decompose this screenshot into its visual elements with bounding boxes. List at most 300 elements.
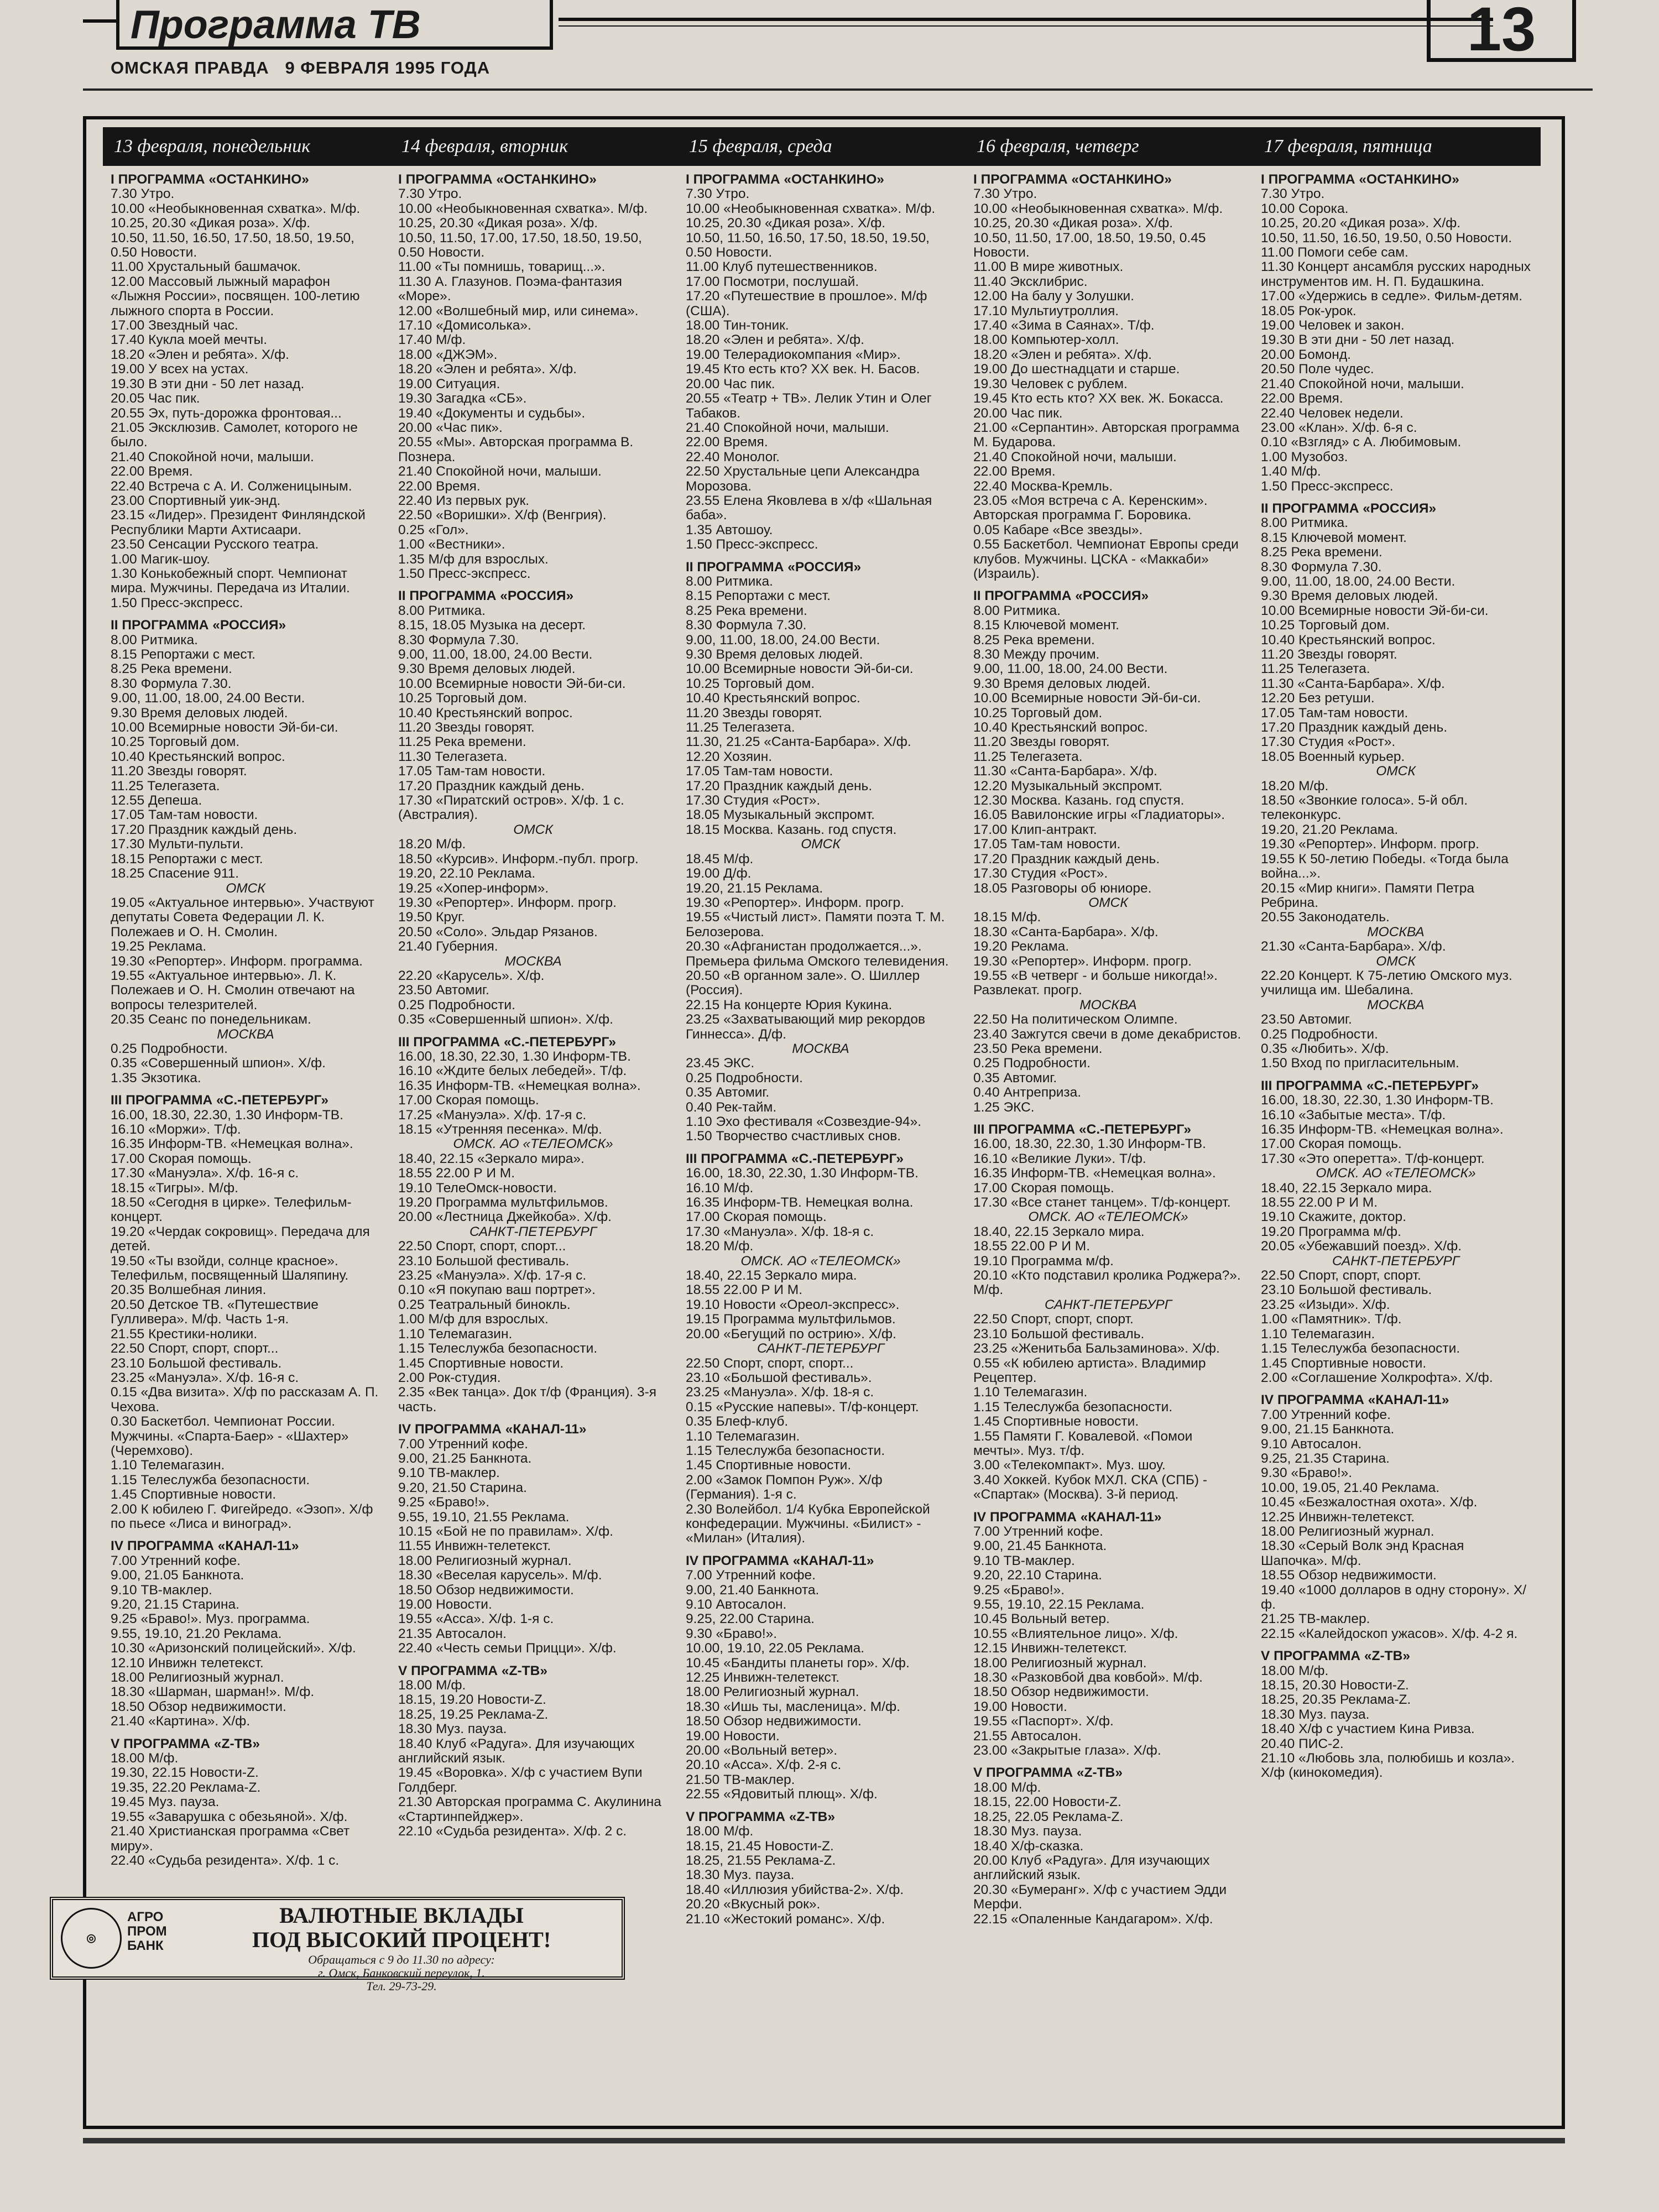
schedule-entry: 20.55 «Мы». Авторская программа В. Познера. — [398, 435, 638, 465]
schedule-entry: 18.30 Муз. пауза. — [973, 1824, 1082, 1839]
schedule-entry: 20.15 «Мир книги». Памяти Петра Ребрина. — [1261, 880, 1478, 910]
schedule-entry: 23.50 Река времени. — [973, 1041, 1103, 1056]
schedule-entry: 17.40 М/ф. — [398, 332, 466, 348]
schedule-entry: 8.00 Ритмика. — [1261, 515, 1348, 531]
schedule-entry: 0.25 Театральный бинокль. — [398, 1297, 571, 1312]
schedule-entry: 9.10 ТВ-маклер. — [398, 1465, 500, 1481]
schedule-entry: 18.15 «Тигры». М/ф. — [111, 1180, 238, 1196]
schedule-entry: 22.00 Время. — [686, 435, 768, 450]
schedule-entry: 18.30 «Серый Волк энд Красная Шапочка». М/ф. — [1261, 1538, 1468, 1568]
schedule-entry: 22.15 «Опаленные Кандагаром». Х/ф. — [973, 1911, 1213, 1927]
schedule-entry: 9.00, 21.25 Банкнота. — [398, 1451, 532, 1466]
schedule-entry: 20.00 «Лестница Джейкоба». Х/ф. — [398, 1209, 612, 1225]
schedule-entry: 10.00 Всемирные новости Эй-би-си. — [686, 661, 914, 677]
schedule-entry: 18.30 «Ишь ты, масленица». М/ф. — [686, 1699, 900, 1714]
schedule-entry: 18.40, 22.15 Зеркало мира. — [1261, 1180, 1432, 1196]
schedule-entry: 23.25 «Мануэла». Х/ф. 17-я с. — [398, 1268, 587, 1284]
schedule-entry: 16.10 «Забытые места». Т/ф. — [1261, 1107, 1446, 1123]
schedule-entry: 1.45 Спортивные новости. — [973, 1414, 1139, 1430]
masthead-rule — [83, 88, 1593, 91]
channel-heading: V ПРОГРАММА «Z-ТВ» — [398, 1663, 547, 1678]
channel-heading: V ПРОГРАММА «Z-ТВ» — [111, 1736, 260, 1751]
schedule-entry: 19.00 До шестнадцати и старше. — [973, 362, 1180, 377]
ad-headline-line: ВАЛЮТНЫЕ ВКЛАДЫ — [279, 1903, 524, 1928]
schedule-entry: 2.00 «Замок Помпон Руж». Х/ф (Германия). 1-я с. — [686, 1472, 886, 1503]
schedule-entry: 11.25 Река времени. — [398, 734, 526, 750]
schedule-entry: 18.40, 22.15 «Зеркало мира». — [398, 1151, 585, 1166]
schedule-entry: 0.35 «Совершенный шпион». Х/ф. — [398, 1012, 613, 1027]
schedule-entry: 10.00 Всемирные новости Эй-би-си. — [973, 691, 1201, 706]
schedule-entry: 18.05 Рок-урок. — [1261, 303, 1357, 319]
schedule-entry: 1.10 Эхо фестиваля «Созвездие-94». — [686, 1114, 922, 1129]
schedule-entry: 22.40 Москва-Кремль. — [973, 478, 1113, 494]
schedule-entry: 9.30 Время деловых людей. — [973, 676, 1151, 691]
schedule-entry: 1.55 Памяти Г. Ковалевой. «Помои мечты». Муз. т/ф. — [973, 1428, 1197, 1458]
schedule-entry: 10.50, 11.50, 17.00, 17.50, 18.50, 19.50, 0.50 Новости. — [398, 230, 646, 260]
schedule-entry: 0.25 Подробности. — [398, 997, 515, 1013]
channel-heading: I ПРОГРАММА «ОСТАНКИНО» — [686, 173, 884, 187]
schedule-entry: 12.10 Инвижн телетекст. — [111, 1655, 264, 1671]
schedule-entry: 12.20 Без ретуши. — [1261, 691, 1375, 706]
schedule-entry: 22.50 Спорт, спорт, спорт... — [111, 1341, 279, 1357]
schedule-entry: 0.25 Подробности. — [1261, 1026, 1378, 1042]
schedule-entry: 19.55 «Асса». Х/ф. 1-я с. — [398, 1611, 554, 1627]
region-subheading: МОСКВА — [1367, 924, 1425, 940]
schedule-entry: 21.10 «Любовь зла, полюбишь и козла». Х/ф (кинокомедия). — [1261, 1751, 1519, 1781]
schedule-entry: 12.30 Москва. Казань. год спустя. — [973, 793, 1185, 808]
schedule-entry: 18.00 Религиозный журнал. — [973, 1655, 1147, 1671]
schedule-entry: 11.30 А. Глазунов. Поэма-фантазия «Море». — [398, 274, 626, 304]
day-column — [103, 173, 390, 2103]
schedule-entry: 10.00 Всемирные новости Эй-би-си. — [111, 720, 338, 735]
channel-heading: II ПРОГРАММА «РОССИЯ» — [973, 588, 1149, 604]
ad-address: Обращаться с 9 до 11.30 по адресу: — [308, 1953, 495, 1966]
schedule-entry: 11.30 Концерт ансамбля русских народных инструментов им. Н. П. Будашкина. — [1261, 259, 1535, 289]
schedule-entry: 20.55 «Театр + ТВ». Лелик Утин и Олег Табаков. — [686, 391, 936, 421]
schedule-entry: 9.10 Автосалон. — [686, 1597, 787, 1612]
schedule-entry: 7.00 Утренний кофе. — [1261, 1407, 1391, 1422]
schedule-entry: 23.10 Большой фестиваль. — [111, 1355, 282, 1371]
schedule-entry: 18.00 М/ф. — [1261, 1663, 1329, 1678]
schedule-entry: 2.00 «Соглашение Холкрофта». Х/ф. — [1261, 1370, 1493, 1385]
schedule-entry: 22.40 «Судьба резидента». Х/ф. 1 с. — [111, 1853, 340, 1868]
schedule-entry: 10.40 Крестьянский вопрос. — [1261, 632, 1436, 648]
schedule-entry: 16.35 Информ-ТВ. «Немецкая волна». — [973, 1166, 1216, 1181]
schedule-entry: 18.30 «Шарман, шарман!». М/ф. — [111, 1684, 315, 1700]
channel-heading: IV ПРОГРАММА «КАНАЛ-11» — [973, 1509, 1162, 1525]
schedule-entry: 17.00 Посмотри, послушай. — [686, 274, 859, 289]
schedule-entry: 16.35 Информ-ТВ. «Немецкая волна». — [111, 1136, 353, 1152]
channel-heading: III ПРОГРАММА «С.-ПЕТЕРБУРГ» — [111, 1093, 329, 1108]
schedule-entry: 23.40 Зажгутся свечи в доме декабристов. — [973, 1026, 1241, 1042]
schedule-entry: 8.25 Река времени. — [686, 603, 807, 618]
schedule-entry: 18.55 22.00 Р И М. — [973, 1239, 1091, 1254]
schedule-entry: 22.00 Время. — [1261, 391, 1343, 406]
schedule-entry: 1.00 «Вестники». — [398, 537, 505, 552]
schedule-entry: 9.30 Время деловых людей. — [398, 661, 576, 677]
schedule-entry: 19.10 Программа м/ф. — [973, 1253, 1114, 1269]
schedule-entry: 19.20 Программа м/ф. — [1261, 1224, 1401, 1239]
schedule-entry: 8.15, 18.05 Музыка на десерт. — [398, 618, 586, 633]
bank-name: АГРО ПРОМ БАНК — [127, 1910, 167, 1953]
schedule-entry: 18.50 «Звонкие голоса». 5-й обл. телеконкурс. — [1261, 793, 1472, 823]
schedule-entry: 17.30 Студия «Рост». — [1261, 734, 1396, 750]
schedule-entry: 22.55 «Ядовитый плющ». Х/ф. — [686, 1787, 878, 1802]
schedule-entry: 8.25 Река времени. — [973, 632, 1095, 648]
schedule-entry: 19.30 «Репортер». Информ. прогр. — [973, 953, 1192, 969]
schedule-entry: 11.20 Звезды говорят. — [973, 734, 1110, 750]
schedule-entry: 17.40 Кукла моей мечты. — [111, 332, 268, 348]
schedule-entry: 22.40 Монолог. — [686, 449, 780, 465]
schedule-entry: 9.00, 21.40 Банкнота. — [686, 1582, 820, 1598]
schedule-entry: 23.25 «Мануэла». Х/ф. 16-я с. — [111, 1370, 299, 1385]
schedule-entry: 18.20 М/ф. — [398, 837, 466, 852]
schedule-entry: 18.50 Обзор недвижимости. — [111, 1699, 286, 1714]
schedule-entry: 10.25 Торговый дом. — [111, 734, 240, 750]
schedule-entry: 22.10 «Судьба резидента». Х/ф. 2 с. — [398, 1824, 627, 1839]
region-subheading: САНКТ-ПЕТЕРБУРГ — [469, 1224, 597, 1239]
channel-heading: III ПРОГРАММА «С.-ПЕТЕРБУРГ» — [1261, 1078, 1479, 1093]
schedule-entry: 21.00 «Серпантин». Авторская программа М. Бударова. — [973, 420, 1243, 450]
schedule-entry: 20.10 «Асса». Х/ф. 2-я с. — [686, 1757, 842, 1773]
schedule-entry: 10.45 Вольный ветер. — [973, 1611, 1110, 1627]
schedule-entry: 18.20 М/ф. — [1261, 778, 1329, 794]
schedule-entry: 16.35 Информ-ТВ. «Немецкая волна». — [1261, 1122, 1504, 1137]
schedule-entry: 9.10 ТВ-маклер. — [973, 1553, 1075, 1568]
schedule-entry: 20.30 «Бумеранг». Х/ф с участием Эдди Мерфи. — [973, 1882, 1230, 1912]
header-rule — [83, 19, 116, 23]
schedule-entry: 23.25 «Мануэла». Х/ф. 18-я с. — [686, 1385, 874, 1400]
schedule-entry: 10.00 «Необыкновенная схватка». М/ф. — [398, 201, 648, 216]
schedule-entry: 1.00 «Памятник». Т/ф. — [1261, 1312, 1402, 1327]
schedule-entry: 1.50 Пресс-экспресс. — [686, 537, 818, 552]
schedule-entry: 19.45 «Воровка». Х/ф с участием Вупи Голдберг. — [398, 1765, 646, 1795]
page-number: 13 — [1427, 0, 1576, 62]
schedule-entry: 8.15 Репортажи с мест. — [111, 647, 255, 662]
schedule-entry: 18.15, 22.00 Новости-Z. — [973, 1794, 1121, 1810]
schedule-entry: 18.30 Муз. пауза. — [398, 1721, 507, 1737]
schedule-entry: 16.00, 18.30, 22.30, 1.30 Информ-ТВ. — [1261, 1093, 1494, 1108]
schedule-entry: 18.50 Обзор недвижимости. — [686, 1714, 862, 1729]
schedule-entry: 16.10 М/ф. — [686, 1180, 754, 1196]
schedule-entry: 17.00 Скорая помощь. — [973, 1180, 1114, 1196]
schedule-entry: 18.00 Компьютер-холл. — [973, 332, 1119, 348]
schedule-entry: 19.00 Новости. — [686, 1728, 780, 1744]
schedule-entry: 8.30 Формула 7.30. — [1261, 559, 1382, 575]
schedule-entry: 18.55 22.00 Р И М. — [1261, 1195, 1378, 1211]
schedule-entry: 20.00 «Бегущий по острию». Х/ф. — [686, 1326, 896, 1342]
schedule-entry: 17.30 «Мануэла». Х/ф. 16-я с. — [111, 1166, 299, 1181]
schedule-entry: 22.00 Время. — [398, 478, 481, 494]
schedule-entry: 17.30 Мульти-пульти. — [111, 837, 244, 852]
schedule-entry: 0.55 Баскетбол. Чемпионат Европы среди клубов. Мужчины. ЦСКА - «Маккаби» (Израиль). — [973, 537, 1243, 581]
schedule-entry: 3.00 «Телекомпакт». Муз. шоу. — [973, 1458, 1166, 1473]
schedule-entry: 19.20, 21.20 Реклама. — [1261, 822, 1399, 837]
bottom-rule — [83, 2138, 1565, 2143]
schedule-entry: 0.35 Автомиг. — [686, 1085, 770, 1100]
schedule-entry: 8.00 Ритмика. — [973, 603, 1061, 618]
schedule-entry: 10.00 Всемирные новости Эй-би-си. — [1261, 603, 1489, 618]
channel-heading: V ПРОГРАММА «Z-ТВ» — [973, 1765, 1123, 1781]
schedule-entry: 8.25 Река времени. — [111, 661, 232, 677]
schedule-entry: 20.10 «Кто подставил кролика Роджера?». М/ф. — [973, 1268, 1245, 1298]
schedule-entry: 17.30 «Все станет танцем». Т/ф-концерт. — [973, 1195, 1231, 1211]
schedule-entry: 19.05 «Актуальное интервью». Участвуют депутаты Совета Федерации Л. К. Полежаев и О. Н. Смолин. — [111, 895, 378, 940]
schedule-entry: 21.40 Спокойной ночи, малыши. — [398, 464, 602, 479]
schedule-entry: 16.00, 18.30, 22.30, 1.30 Информ-ТВ. — [398, 1048, 631, 1064]
schedule-entry: 20.00 Бомонд. — [1261, 347, 1351, 362]
schedule-entry: 9.00, 11.00, 18.00, 24.00 Вести. — [111, 691, 305, 706]
schedule-entry: 10.00, 19.10, 22.05 Реклама. — [686, 1641, 865, 1656]
schedule-entry: 11.25 Телегазета. — [686, 720, 795, 735]
region-subheading: ОМСК. АО «ТЕЛЕОМСК» — [1028, 1209, 1188, 1225]
region-subheading: МОСКВА — [1079, 997, 1137, 1013]
schedule-entry: 11.30, 21.25 «Санта-Барбара». Х/ф. — [686, 734, 911, 750]
schedule-entry: 21.40 Губерния. — [398, 939, 498, 954]
schedule-entry: 19.00 Человек и закон. — [1261, 318, 1405, 333]
schedule-entry: 18.25, 20.35 Реклама-Z. — [1261, 1692, 1411, 1708]
schedule-entry: 18.00 Религиозный журнал. — [398, 1553, 572, 1568]
schedule-entry: 17.00 Скорая помощь. — [398, 1093, 539, 1108]
schedule-entry: 9.25 «Браво!». — [973, 1582, 1065, 1598]
schedule-entry: 9.10 ТВ-маклер. — [111, 1582, 212, 1598]
schedule-entry: 19.20, 21.15 Реклама. — [686, 880, 823, 896]
schedule-entry: 19.25 «Хопер-информ». — [398, 880, 549, 896]
schedule-entry: 16.00, 18.30, 22.30, 1.30 Информ-ТВ. — [973, 1136, 1206, 1152]
schedule-entry: 16.00, 18.30, 22.30, 1.30 Информ-ТВ. — [686, 1166, 919, 1181]
schedule-entry: 20.30 «Афганистан продолжается...». Премьера фильма Омского телевидения. — [686, 939, 949, 969]
schedule-entry: 18.50 Обзор недвижимости. — [398, 1582, 574, 1598]
schedule-entry: 0.25 «Гол». — [398, 522, 469, 538]
schedule-entry: 0.35 Блеф-клуб. — [686, 1414, 789, 1430]
schedule-columns — [103, 173, 1541, 2103]
schedule-entry: 18.40 «Иллюзия убийства-2». Х/ф. — [686, 1882, 904, 1897]
schedule-entry: 11.20 Звезды говорят. — [398, 720, 535, 735]
schedule-entry: 21.30 «Санта-Барбара». Х/ф. — [1261, 939, 1446, 954]
schedule-entry: 9.55, 19.10, 21.20 Реклама. — [111, 1626, 282, 1641]
schedule-entry: 19.00 У всех на устах. — [111, 362, 249, 377]
schedule-entry: 19.50 Круг. — [398, 910, 465, 925]
schedule-entry: 17.20 Праздник каждый день. — [973, 851, 1160, 867]
schedule-entry: 11.00 «Ты помнишь, товарищ...». — [398, 259, 606, 275]
channel-heading: IV ПРОГРАММА «КАНАЛ-11» — [398, 1422, 587, 1437]
schedule-entry: 10.00 «Необыкновенная схватка». М/ф. — [973, 201, 1223, 216]
schedule-entry: 9.20, 21.50 Старина. — [398, 1480, 527, 1495]
schedule-entry: 17.00 Звездный час. — [111, 318, 238, 333]
schedule-entry: 17.00 Скорая помощь. — [686, 1209, 827, 1225]
region-subheading: ОМСК — [1376, 764, 1416, 779]
schedule-entry: 16.35 Информ-ТВ. «Немецкая волна». — [398, 1078, 641, 1093]
schedule-entry: 23.15 «Лидер». Президент Финляндской Республики Марти Ахтисаари. — [111, 508, 369, 538]
schedule-entry: 19.00 Ситуация. — [398, 376, 500, 392]
schedule-entry: 23.45 ЭКС. — [686, 1056, 755, 1071]
schedule-entry: 8.30 Формула 7.30. — [686, 618, 807, 633]
schedule-entry: 11.00 Хрустальный башмачок. — [111, 259, 301, 275]
schedule-entry: 7.30 Утро. — [973, 186, 1037, 202]
schedule-entry: 21.50 ТВ-маклер. — [686, 1772, 795, 1787]
schedule-entry: 8.30 Формула 7.30. — [398, 632, 519, 648]
schedule-entry: 16.05 Вавилонские игры «Гладиаторы». — [973, 807, 1225, 823]
schedule-entry: 11.55 Инвижн-телетекст. — [398, 1538, 551, 1554]
schedule-entry: 22.20 «Карусель». Х/ф. — [398, 968, 545, 983]
schedule-entry: 8.15 Репортажи с мест. — [686, 588, 831, 604]
schedule-entry: 17.30 «Это оперетта». Т/ф-концерт. — [1261, 1151, 1485, 1166]
schedule-entry: 19.55 К 50-летию Победы. «Тогда была война...». — [1261, 851, 1512, 881]
schedule-entry: 2.00 Рок-студия. — [398, 1370, 501, 1385]
schedule-entry: 1.00 Магик-шоу. — [111, 551, 210, 567]
schedule-entry: 22.50 Спорт, спорт, спорт... — [686, 1355, 854, 1371]
schedule-entry: 18.00 Религиозный журнал. — [1261, 1524, 1434, 1539]
schedule-entry: 19.20 «Чердак сокровищ». Передача для детей. — [111, 1224, 374, 1254]
schedule-entry: 2.00 К юбилею Г. Фигейредо. «Эзоп». Х/ф по пьесе «Лиса и виноград». — [111, 1501, 377, 1531]
schedule-entry: 12.20 Хозяин. — [686, 749, 773, 764]
schedule-entry: 10.40 Крестьянский вопрос. — [686, 691, 860, 706]
schedule-entry: 1.15 Телеслужба безопасности. — [1261, 1341, 1460, 1357]
schedule-entry: 9.00, 21.05 Банкнота. — [111, 1568, 244, 1583]
schedule-entry: 12.15 Инвижн-телетекст. — [973, 1641, 1128, 1656]
region-subheading: ОМСК — [801, 837, 841, 852]
schedule-entry: 18.50 Обзор недвижимости. — [973, 1684, 1149, 1700]
schedule-entry: 17.00 Скорая помощь. — [111, 1151, 252, 1166]
schedule-entry: 19.30 В эти дни - 50 лет назад. — [1261, 332, 1455, 348]
channel-heading: IV ПРОГРАММА «КАНАЛ-11» — [1261, 1392, 1449, 1408]
schedule-entry: 9.20, 22.10 Старина. — [973, 1568, 1102, 1583]
schedule-entry: 1.15 Телеслужба безопасности. — [398, 1341, 598, 1357]
region-subheading: САНКТ-ПЕТЕРБУРГ — [1044, 1297, 1172, 1312]
region-subheading: ОМСК. АО «ТЕЛЕОМСК» — [740, 1253, 901, 1269]
schedule-entry: 11.20 Звезды говорят. — [111, 764, 247, 779]
schedule-entry: 22.50 На политическом Олимпе. — [973, 1012, 1178, 1027]
channel-heading: I ПРОГРАММА «ОСТАНКИНО» — [398, 173, 597, 187]
schedule-entry: 10.00 «Необыкновенная схватка». М/ф. — [111, 201, 361, 216]
schedule-entry: 18.00 «ДЖЭМ». — [398, 347, 498, 362]
schedule-entry: 20.35 Волшебная линия. — [111, 1282, 267, 1298]
schedule-entry: 22.40 Из первых рук. — [398, 493, 530, 508]
schedule-entry: 18.00 М/ф. — [111, 1751, 179, 1766]
schedule-entry: 19.30 «Репортер». Информ. программа. — [111, 953, 363, 969]
schedule-entry: 1.00 Музобоз. — [1261, 449, 1348, 465]
schedule-entry: 18.15 Репортажи с мест. — [111, 851, 263, 867]
schedule-entry: 12.00 На балу у Золушки. — [973, 289, 1135, 304]
schedule-entry: 10.40 Крестьянский вопрос. — [111, 749, 285, 764]
schedule-entry: 23.50 Сенсации Русского театра. — [111, 537, 319, 552]
schedule-entry: 10.25, 20.30 «Дикая роза». Х/ф. — [398, 216, 598, 231]
schedule-entry: 20.00 Час пик. — [973, 405, 1063, 421]
schedule-entry: 9.10 Автосалон. — [1261, 1436, 1362, 1452]
schedule-entry: 0.10 «Взгляд» с А. Любимовым. — [1261, 435, 1462, 450]
channel-heading: III ПРОГРАММА «С.-ПЕТЕРБУРГ» — [398, 1034, 617, 1050]
schedule-entry: 22.50 «Воришки». Х/ф (Венгрия). — [398, 508, 607, 523]
schedule-entry: 1.45 Спортивные новости. — [111, 1487, 276, 1503]
schedule-entry: 18.40 Клуб «Радуга». Для изучающих английский язык. — [398, 1736, 639, 1766]
schedule-entry: 18.30 «Разковбой два ковбой». М/ф. — [973, 1670, 1203, 1686]
schedule-entry: 20.00 «Вольный ветер». — [686, 1743, 838, 1759]
schedule-entry: 21.40 Спокойной ночи, малыши. — [111, 449, 314, 465]
tv-schedule-frame — [83, 116, 1565, 2129]
schedule-entry: 0.35 «Любить». Х/ф. — [1261, 1041, 1389, 1056]
schedule-entry: 20.50 «В органном зале». О. Шиллер (Россия). — [686, 968, 924, 998]
schedule-entry: 17.00 Скорая помощь. — [1261, 1136, 1402, 1152]
schedule-entry: 1.25 ЭКС. — [973, 1099, 1035, 1115]
channel-heading: I ПРОГРАММА «ОСТАНКИНО» — [1261, 173, 1459, 187]
ad-contacts — [191, 1953, 612, 1993]
schedule-entry: 9.25 «Браво!». — [398, 1495, 490, 1510]
schedule-entry: 10.55 «Влиятельное лицо». Х/ф. — [973, 1626, 1178, 1641]
region-subheading: САНКТ-ПЕТЕРБУРГ — [1332, 1253, 1460, 1269]
schedule-entry: 9.20, 21.15 Старина. — [111, 1597, 239, 1612]
day-column — [1253, 173, 1541, 2103]
schedule-entry: 20.05 «Убежавший поезд». Х/ф. — [1261, 1239, 1462, 1254]
ad-phone: Тел. 29-73-29. — [366, 1979, 437, 1993]
schedule-entry: 21.55 Крестики-нолики. — [111, 1326, 258, 1342]
schedule-entry: 10.00, 19.05, 21.40 Реклама. — [1261, 1480, 1440, 1495]
ad-address: г. Омск, Банковский переулок, 1. — [318, 1966, 485, 1980]
region-subheading: МОСКВА — [1367, 997, 1425, 1013]
schedule-entry: 10.25, 20.30 «Дикая роза». Х/ф. — [686, 216, 886, 231]
schedule-entry: 18.15 Москва. Казань. год спустя. — [686, 822, 897, 837]
channel-heading: III ПРОГРАММА «С.-ПЕТЕРБУРГ» — [686, 1151, 904, 1166]
schedule-entry: 9.30 «Браво!». — [686, 1626, 778, 1641]
schedule-entry: 0.05 Кабаре «Все звезды». — [973, 522, 1143, 538]
schedule-entry: 21.35 Автосалон. — [398, 1626, 507, 1641]
region-subheading: САНКТ-ПЕТЕРБУРГ — [757, 1341, 885, 1357]
schedule-entry: 18.30 «Санта-Барбара». Х/ф. — [973, 924, 1159, 940]
schedule-entry: 21.40 Спокойной ночи, малыши. — [686, 420, 889, 435]
schedule-entry: 18.05 Музыкальный экспромт. — [686, 807, 875, 823]
masthead — [111, 58, 490, 78]
schedule-entry: 17.40 «Зима в Саянах». Т/ф. — [973, 318, 1155, 333]
schedule-entry: 18.30 Муз. пауза. — [686, 1867, 795, 1883]
schedule-entry: 20.55 Эх, путь-дорожка фронтовая... — [111, 405, 342, 421]
schedule-entry: 21.10 «Жестокий романс». Х/ф. — [686, 1911, 885, 1927]
section-title: Программа ТВ — [116, 0, 553, 50]
schedule-entry: 23.00 «Закрытые глаза». Х/ф. — [973, 1743, 1161, 1759]
issue-date: 9 ФЕВРАЛЯ 1995 ГОДА — [285, 58, 491, 77]
schedule-entry: 19.40 «1000 долларов в одну сторону». Х/ф. — [1261, 1582, 1527, 1612]
schedule-entry: 18.30 Муз. пауза. — [1261, 1707, 1370, 1722]
schedule-entry: 12.00 «Волшебный мир, или синема». — [398, 303, 639, 319]
schedule-entry: 19.10 Скажите, доктор. — [1261, 1209, 1406, 1225]
channel-heading: I ПРОГРАММА «ОСТАНКИНО» — [111, 173, 309, 187]
region-subheading: МОСКВА — [217, 1026, 274, 1042]
schedule-entry: 19.30 «Репортер». Информ. прогр. — [1261, 837, 1479, 852]
channel-heading: V ПРОГРАММА «Z-ТВ» — [686, 1809, 835, 1824]
schedule-entry: 0.35 «Совершенный шпион». Х/ф. — [111, 1056, 326, 1071]
schedule-entry: 10.25, 20.30 «Дикая роза». Х/ф. — [973, 216, 1173, 231]
schedule-entry: 19.30 Загадка «СБ». — [398, 391, 527, 406]
schedule-entry: 23.25 «Женитьба Бальзаминова». Х/ф. — [973, 1341, 1220, 1357]
schedule-entry: 12.00 Массовый лыжный марафон «Лыжня России», посвящен. 100-летию лыжного спорта в России. — [111, 274, 364, 319]
schedule-entry: 18.20 «Элен и ребята». Х/ф. — [398, 362, 577, 377]
schedule-entry: 17.20 Праздник каждый день. — [1261, 720, 1448, 735]
channel-heading: I ПРОГРАММА «ОСТАНКИНО» — [973, 173, 1172, 187]
schedule-entry: 0.40 Антреприза. — [973, 1085, 1082, 1100]
schedule-entry: 22.50 Спорт, спорт, спорт... — [398, 1239, 566, 1254]
schedule-entry: 1.30 Конькобежный спорт. Чемпионат мира. Мужчины. Передача из Италии. — [111, 566, 351, 596]
schedule-entry: 11.20 Звезды говорят. — [1261, 647, 1397, 662]
channel-heading: II ПРОГРАММА «РОССИЯ» — [1261, 500, 1437, 516]
schedule-entry: 7.30 Утро. — [398, 186, 462, 202]
schedule-entry: 16.10 «Великие Луки». Т/ф. — [973, 1151, 1146, 1166]
bank-logo-icon: ◎ — [61, 1908, 122, 1969]
schedule-entry: 20.00 «Час пик». — [398, 420, 503, 435]
schedule-entry: 10.00 Сорока. — [1261, 201, 1349, 216]
schedule-entry: 22.50 Спорт, спорт, спорт. — [1261, 1268, 1421, 1284]
schedule-entry: 3.40 Хоккей. Кубок МХЛ. СКА (СПБ) - «Спартак» (Москва). 3-й период. — [973, 1472, 1211, 1503]
schedule-entry: 17.20 Праздник каждый день. — [111, 822, 298, 837]
schedule-entry: 18.15, 20.30 Новости-Z. — [1261, 1678, 1409, 1693]
schedule-entry: 19.00 Новости. — [973, 1699, 1067, 1714]
